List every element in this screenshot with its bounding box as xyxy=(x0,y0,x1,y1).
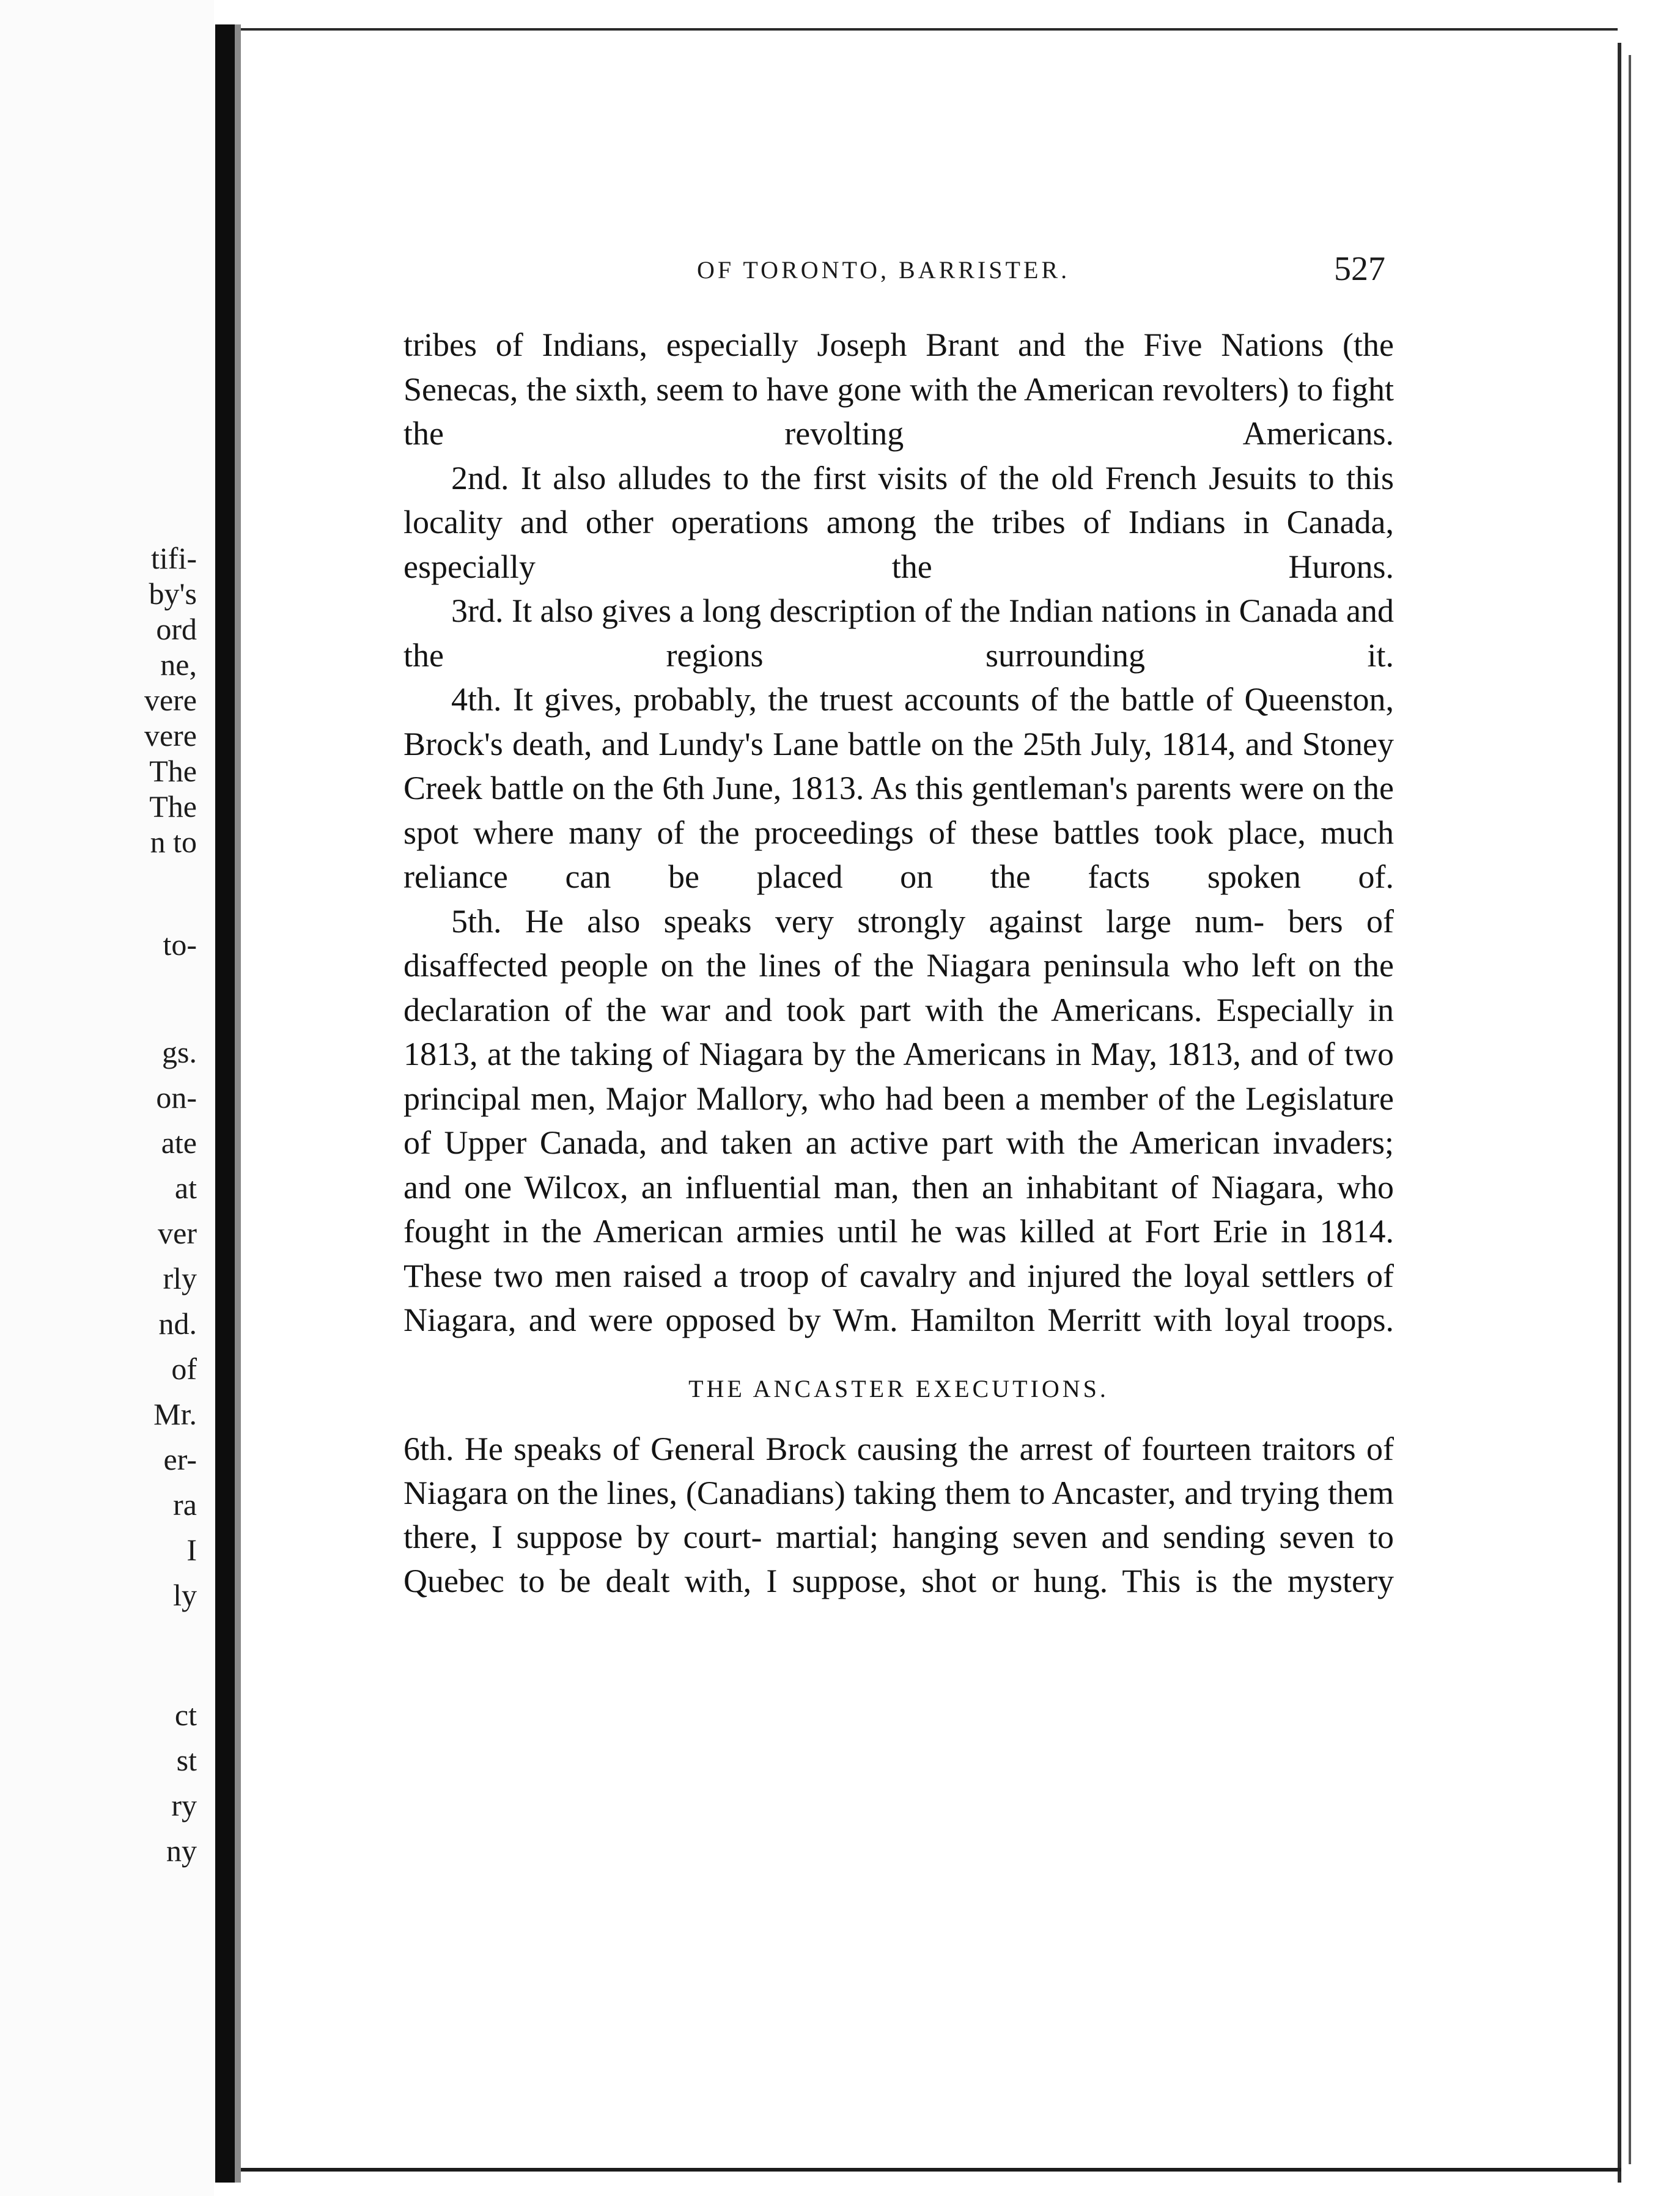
text-line: 6th. He speaks of General Brock causing the arrest of xyxy=(403,1430,1131,1467)
left-fragment-line: The xyxy=(149,789,197,824)
text-line: taking of Niagara by the Americans in May, 1813, and of xyxy=(570,1036,1335,1072)
text-line: nations in Canada and the regions surrounding it. xyxy=(403,592,1394,674)
text-line: bers of disaffected people on the lines of the Niagara xyxy=(403,902,1394,984)
left-fragment-line: to- xyxy=(163,927,197,962)
body-text xyxy=(403,323,1394,1603)
left-fragment-line: n to xyxy=(150,825,197,859)
left-fragment-line: ry xyxy=(171,1788,197,1822)
left-fragment-line: The xyxy=(149,754,197,788)
text-line: of Queenston, Brock's death, and Lundy's Lane battle on xyxy=(403,681,1394,762)
text-line: 3rd. It also gives a long description of the Indian xyxy=(451,592,1093,629)
left-fragment-line: ord xyxy=(156,612,197,646)
text-line: tribes of Indians, especially Joseph Brant and the Five xyxy=(403,326,1203,363)
left-fragment-line: nd. xyxy=(158,1306,197,1341)
page-bottom-edge xyxy=(241,2168,1621,2172)
text-line: June, 1813. As this gentleman's parents were on the spot xyxy=(403,770,1394,851)
text-line: part with the American invaders; and one Wilcox, an xyxy=(403,1124,1394,1206)
text-line: of the Legislature of Upper Canada, and taken an active xyxy=(403,1080,1394,1161)
text-line: dealt with, I suppose, shot or hung. This is the mystery xyxy=(605,1562,1394,1599)
left-fragment-line: tifi- xyxy=(151,541,197,575)
paragraph-sixth xyxy=(403,1427,1394,1603)
left-fragment-line: ne, xyxy=(160,647,197,682)
left-fragment-line: I xyxy=(186,1533,197,1567)
text-line: them to Ancaster, and trying them there, I suppose by court- xyxy=(403,1474,1394,1555)
text-line: by Wm. Hamilton Merritt with loyal troops. xyxy=(787,1302,1394,1338)
text-line: fought in the American armies until he was killed at Fort xyxy=(403,1213,1200,1250)
paragraph-fifth xyxy=(403,899,1394,1343)
text-line: tribes of Indians in Canada, especially the Hurons. xyxy=(403,504,1394,585)
book-gutter xyxy=(215,24,235,2183)
running-head: OF TORONTO, BARRISTER. xyxy=(697,256,1070,284)
left-fragment-line: rly xyxy=(163,1261,197,1295)
text-line: 4th. It gives, probably, the truest accounts of the battle xyxy=(451,681,1195,718)
text-line: 5th. He also speaks very strongly against large num- xyxy=(451,902,1265,940)
text-line: fourteen traitors of Niagara on the lines, (Canadians) taking xyxy=(403,1430,1394,1511)
page-edge-secondary xyxy=(1629,55,1631,2164)
left-fragment-line: vere xyxy=(144,718,197,753)
page-edge xyxy=(1618,43,1621,2183)
left-fragment-line: ra xyxy=(173,1487,197,1522)
left-fragment-line: by's xyxy=(149,577,197,611)
left-fragment-line: ate xyxy=(161,1126,197,1160)
left-fragment-line: gs. xyxy=(162,1035,197,1069)
text-line: part with the Americans. Especially in 1813, at the xyxy=(403,991,1394,1072)
left-fragment-line: ct xyxy=(174,1698,197,1732)
left-fragment-line: vere xyxy=(144,683,197,717)
text-line: peninsula who left on the declaration of the war and took xyxy=(403,947,1394,1028)
left-fragment-line: of xyxy=(171,1352,197,1386)
left-fragment-line: er- xyxy=(163,1442,197,1476)
gutter-shadow xyxy=(235,24,241,2183)
paragraph-third xyxy=(403,589,1394,677)
left-page-fragment xyxy=(0,0,214,2196)
text-line: influential man, then an inhabitant of Niagara, who xyxy=(685,1168,1394,1206)
text-line: Jesuits to this locality and other operations among the xyxy=(403,459,1394,540)
text-line: martial; hanging seven and sending seven to Quebec to be xyxy=(403,1518,1394,1599)
paragraph-fourth xyxy=(403,677,1394,899)
text-line: Erie in 1814. These two men raised a troop of cavalry xyxy=(403,1213,1394,1294)
section-title: THE ANCASTER EXECUTIONS. xyxy=(688,1374,1109,1402)
page-number: 527 xyxy=(1334,250,1385,288)
text-line: where many of the proceedings of these battles took place, xyxy=(473,814,1306,851)
text-line: and injured the loyal settlers of Niagara, and were opposed xyxy=(403,1257,1394,1338)
text-line: two principal men, Major Mallory, who had been a member xyxy=(403,1036,1394,1117)
left-fragment-line: ver xyxy=(158,1216,197,1250)
left-fragment-line: ny xyxy=(166,1833,197,1868)
text-line: much reliance can be placed on the facts spoken of. xyxy=(403,814,1394,895)
paragraph-second xyxy=(403,456,1394,589)
left-fragment-line: st xyxy=(176,1743,197,1777)
paragraph-continuation xyxy=(403,323,1394,456)
left-fragment-line: Mr. xyxy=(153,1397,197,1431)
left-fragment-line: on- xyxy=(156,1080,197,1115)
text-line: the American revolters) to fight the revolting Americans. xyxy=(403,370,1394,452)
left-fragment-line: at xyxy=(174,1171,197,1205)
left-fragment-line: ly xyxy=(173,1578,197,1612)
text-line: the 25th July, 1814, and Stoney Creek battle on the 6th xyxy=(403,725,1394,806)
text-line: Nations (the Senecas, the sixth, seem to have gone with xyxy=(403,326,1394,408)
text-line: 2nd. It also alludes to the first visits of the old French xyxy=(451,459,1197,496)
